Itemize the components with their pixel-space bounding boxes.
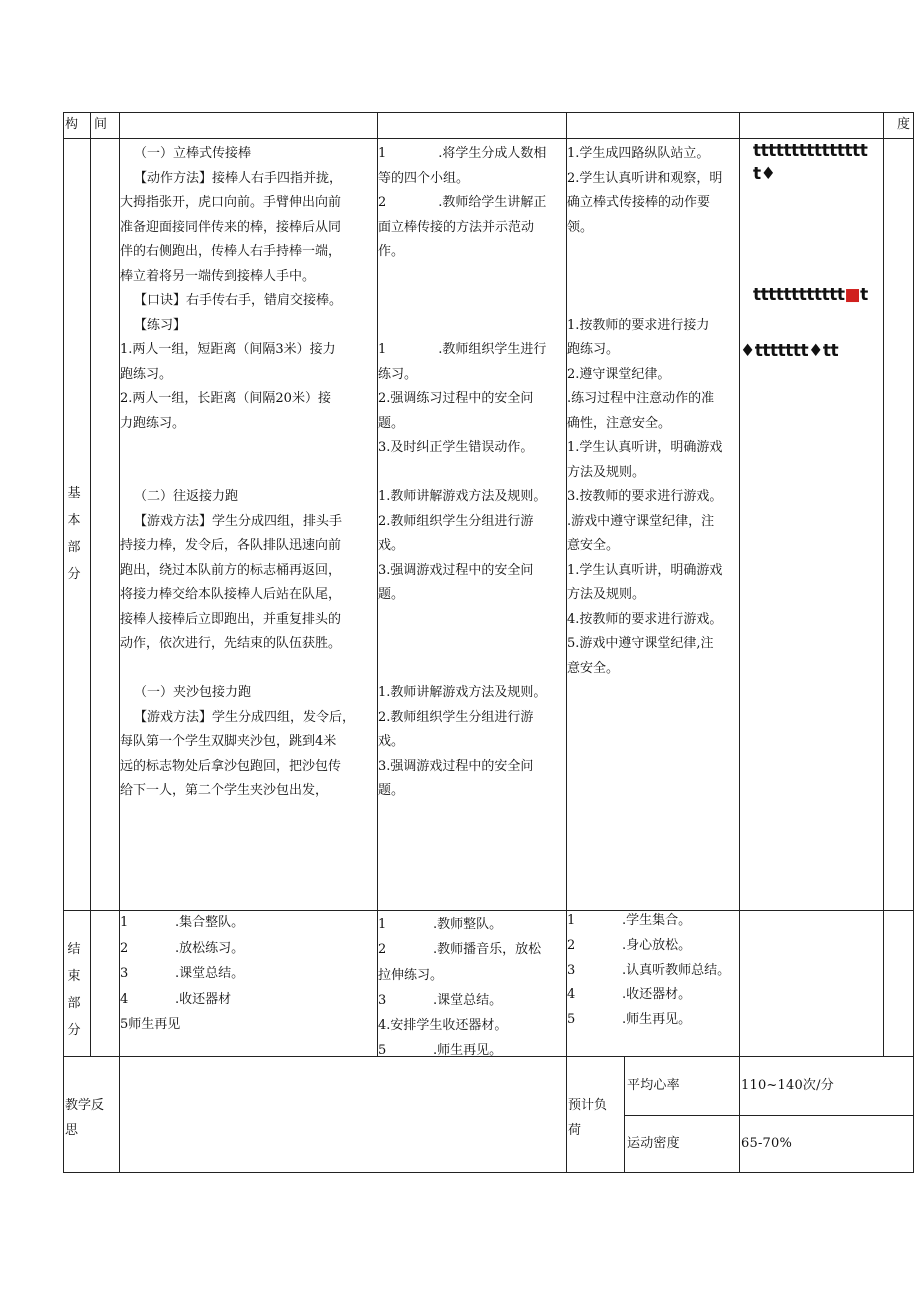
line-number: 2 bbox=[120, 940, 129, 956]
text-line: 动作，依次进行，先结束的队伍获胜。 bbox=[120, 636, 342, 651]
rule-top bbox=[63, 112, 914, 113]
garbled-glyph-marks-1: ttttttttttttttt bbox=[753, 141, 868, 161]
text-line: 方法及规则。 bbox=[567, 464, 646, 480]
text-line: （一）夹沙包接力跑 bbox=[134, 685, 252, 700]
text-line bbox=[378, 608, 566, 633]
line-number: 3 bbox=[120, 966, 129, 981]
text-line bbox=[378, 265, 566, 290]
text-line: 1 .将学生分成人数相 bbox=[378, 146, 547, 161]
text-line: 1.按教师的要求进行接力 bbox=[567, 317, 710, 333]
text-line bbox=[120, 657, 377, 682]
text-line: 1 .教师组织学生进行 bbox=[378, 342, 547, 357]
expected-load-label: 预计负 荷 bbox=[568, 1098, 608, 1138]
line-text: .教师整队。 bbox=[433, 917, 503, 932]
line-number: 1 bbox=[567, 913, 576, 928]
text-line: 跑练习。 bbox=[120, 366, 173, 382]
line-text: .课堂总结。 bbox=[175, 966, 245, 981]
garbled-glyph-marks-1b: t♦ bbox=[753, 164, 776, 184]
line-text: .课堂总结。 bbox=[433, 992, 503, 1008]
rule-col-a bbox=[90, 112, 91, 1057]
line-number: 2 bbox=[567, 937, 576, 953]
text-line: 3.强调游戏过程中的安全问 bbox=[378, 562, 534, 578]
text-line bbox=[120, 461, 377, 486]
line-number: 5 bbox=[378, 1043, 387, 1059]
text-line: 2.遵守课堂纪律。 bbox=[567, 366, 671, 382]
text-line: 1.教师讲解游戏方法及规则。 bbox=[378, 489, 547, 504]
line-text: .师生再见。 bbox=[622, 1012, 692, 1028]
text-line: 戏。 bbox=[378, 538, 405, 553]
text-line: 2.教师组织学生分组进行游 bbox=[378, 513, 534, 529]
numbered-line bbox=[120, 987, 377, 1013]
basic-section-label: 基 本 部 分 bbox=[67, 486, 81, 582]
line-number: 1 bbox=[378, 917, 387, 932]
numbered-line bbox=[567, 959, 739, 984]
text-line: 将接力棒交给本队接棒人后站在队尾， bbox=[120, 587, 342, 602]
line-number: 4 bbox=[120, 991, 129, 1007]
text-line bbox=[378, 314, 566, 339]
rule-col-load bbox=[624, 1056, 625, 1173]
text-line bbox=[567, 289, 739, 314]
text-line: 5.游戏中遵守课堂纪律,注 bbox=[567, 636, 714, 651]
numbered-line bbox=[567, 1008, 739, 1033]
text-line: 意安全。 bbox=[567, 538, 620, 553]
text-line: 2.学生认真听讲和观察，明 bbox=[567, 170, 723, 186]
rule-col-e bbox=[739, 112, 740, 1173]
numbered-line bbox=[120, 936, 377, 962]
ending-student-column bbox=[567, 909, 739, 1033]
text-line: 跑出，绕过本队前方的标志桶再返回， bbox=[120, 562, 342, 578]
text-line: 题。 bbox=[378, 415, 405, 431]
heart-rate-label: 平均心率 bbox=[627, 1078, 680, 1093]
text-line: 方法及规则。 bbox=[567, 587, 646, 602]
basic-student-column bbox=[567, 142, 739, 681]
text-line: .游戏中遵守课堂纪律，注 bbox=[567, 513, 715, 529]
ending-section-label: 结 束 部 分 bbox=[67, 942, 81, 1038]
text-line bbox=[567, 240, 739, 265]
line-text: .放松练习。 bbox=[175, 940, 245, 956]
garbled-glyph-marks-3: ♦ttttttt♦tt bbox=[740, 341, 839, 361]
text-line: 持接力棒，发令后，各队排队迅速向前 bbox=[120, 538, 342, 553]
text-line: 接棒人接棒后立即跑出，并重复排头的 bbox=[120, 611, 342, 627]
text-line: 大拇指张开，虎口向前。手臂伸出向前 bbox=[120, 195, 342, 210]
line-text: .身心放松。 bbox=[622, 937, 692, 953]
text-line: 3.强调游戏过程中的安全问 bbox=[378, 758, 534, 774]
text-line: 1.两人一组，短距离（间隔3米）接力 bbox=[120, 342, 336, 357]
line-text: 4.安排学生收还器材。 bbox=[378, 1018, 508, 1034]
text-line: 跑练习。 bbox=[567, 342, 620, 357]
text-line: .练习过程中注意动作的准 bbox=[567, 391, 715, 406]
text-line: 2 .教师给学生讲解正 bbox=[378, 195, 547, 210]
text-line: 远的标志物处后拿沙包跑回，把沙包传 bbox=[120, 758, 342, 774]
numbered-line bbox=[378, 1038, 566, 1063]
text-line: 3.按教师的要求进行游戏。 bbox=[567, 489, 723, 504]
text-line: 等的四个小组。 bbox=[378, 170, 470, 186]
density-value: 65-70% bbox=[741, 1136, 793, 1151]
rule-col-right bbox=[913, 112, 914, 1173]
text-line bbox=[378, 632, 566, 657]
line-number: 3 bbox=[378, 992, 387, 1008]
line-text: 拉伸练习。 bbox=[378, 967, 444, 983]
line-number: 2 bbox=[378, 942, 387, 958]
text-line: 【口诀】右手传右手，错肩交接棒。 bbox=[134, 293, 343, 308]
text-line bbox=[120, 436, 377, 461]
text-line: 伴的右侧跑出，传棒人右手持棒一端， bbox=[120, 244, 342, 259]
ending-content-column bbox=[120, 910, 377, 1038]
numbered-line bbox=[378, 937, 566, 962]
text-line bbox=[378, 461, 566, 486]
numbered-line bbox=[567, 909, 739, 934]
numbered-line bbox=[378, 963, 566, 988]
text-line: 【动作方法】接棒人右手四指并拢， bbox=[134, 170, 343, 186]
text-line: 3.及时纠正学生错误动作。 bbox=[378, 440, 534, 455]
numbered-line bbox=[120, 1012, 377, 1038]
text-line: 4.按教师的要求进行游戏。 bbox=[567, 611, 723, 627]
text-line: 1.学生认真听讲，明确游戏 bbox=[567, 562, 723, 578]
line-number: 3 bbox=[567, 962, 576, 978]
text-line bbox=[567, 265, 739, 290]
line-text: .学生集合。 bbox=[622, 913, 692, 928]
garbled-glyph-marks-2: tttttttttttt■t bbox=[753, 285, 868, 305]
line-number: 5 bbox=[567, 1012, 576, 1028]
text-line: 1.学生成四路纵队站立。 bbox=[567, 146, 710, 161]
numbered-line bbox=[567, 983, 739, 1008]
text-line: （一）立棒式传接棒 bbox=[134, 146, 252, 161]
rule-load-middle bbox=[624, 1115, 914, 1116]
rule-table-bottom bbox=[63, 1172, 914, 1173]
text-line bbox=[378, 289, 566, 314]
text-line: 准备迎面接同伴传来的棒，接棒后从同 bbox=[120, 219, 342, 235]
text-line bbox=[378, 657, 566, 682]
text-line: 确立棒式传接棒的动作要 bbox=[567, 195, 711, 210]
text-line: 面立棒传接的方法并示范动 bbox=[378, 219, 535, 235]
text-line: （二）往返接力跑 bbox=[134, 489, 239, 504]
text-line: 【游戏方法】学生分成四组，排头手 bbox=[134, 513, 343, 529]
text-line: 1.学生认真听讲，明确游戏 bbox=[567, 440, 723, 455]
reflection-label: 教学反 思 bbox=[65, 1098, 105, 1138]
text-line: 每队第一个学生双脚夹沙包，跳到4米 bbox=[120, 734, 337, 749]
text-line: 作。 bbox=[378, 244, 405, 259]
text-line: 【游戏方法】学生分成四组，发令后， bbox=[134, 709, 356, 725]
line-text: .教师播音乐，放松 bbox=[433, 942, 542, 958]
header-col-intensity: 度 bbox=[897, 117, 911, 132]
numbered-line bbox=[378, 1013, 566, 1038]
heart-rate-value: 110~140次/分 bbox=[741, 1078, 834, 1093]
text-line: 【练习】 bbox=[134, 317, 187, 333]
line-text: 5师生再见 bbox=[120, 1017, 181, 1032]
text-line: 2.教师组织学生分组进行游 bbox=[378, 709, 534, 725]
basic-teacher-column bbox=[378, 142, 566, 804]
rule-col-f bbox=[883, 112, 884, 1057]
text-line: 给下一人，第二个学生夹沙包出发， bbox=[120, 783, 329, 798]
line-number: 4 bbox=[567, 987, 576, 1003]
line-text: .集合整队。 bbox=[175, 915, 245, 930]
header-col-time: 间 bbox=[94, 117, 108, 132]
text-line: 1.教师讲解游戏方法及规则。 bbox=[378, 685, 547, 700]
text-line: 意安全。 bbox=[567, 660, 620, 676]
line-number: 1 bbox=[120, 915, 129, 930]
text-line: 2.强调练习过程中的安全问 bbox=[378, 391, 534, 406]
line-text: .师生再见。 bbox=[433, 1043, 503, 1059]
basic-content-column bbox=[120, 142, 377, 804]
line-text: .收还器材 bbox=[175, 991, 232, 1007]
rule-col-left bbox=[63, 112, 64, 1173]
numbered-line bbox=[120, 961, 377, 987]
text-line: 戏。 bbox=[378, 734, 405, 749]
text-line: 领。 bbox=[567, 219, 594, 235]
numbered-line bbox=[567, 934, 739, 959]
text-line: 题。 bbox=[378, 587, 405, 602]
line-text: .认真听教师总结。 bbox=[622, 962, 731, 978]
numbered-line bbox=[378, 988, 566, 1013]
text-line: 力跑练习。 bbox=[120, 415, 186, 431]
text-line: 练习。 bbox=[378, 366, 418, 382]
density-label: 运动密度 bbox=[627, 1136, 680, 1151]
line-text: .收还器材。 bbox=[622, 987, 692, 1003]
numbered-line bbox=[120, 910, 377, 936]
text-line: 题。 bbox=[378, 783, 405, 798]
numbered-line bbox=[378, 912, 566, 937]
ending-teacher-column bbox=[378, 912, 566, 1064]
text-line: 确性，注意安全。 bbox=[567, 415, 672, 431]
text-line: 棒立着将另一端传到接棒人手中。 bbox=[120, 268, 316, 284]
header-col-structure: 构 bbox=[65, 117, 79, 132]
text-line: 2.两人一组，长距离（间隔20米）接 bbox=[120, 391, 331, 406]
